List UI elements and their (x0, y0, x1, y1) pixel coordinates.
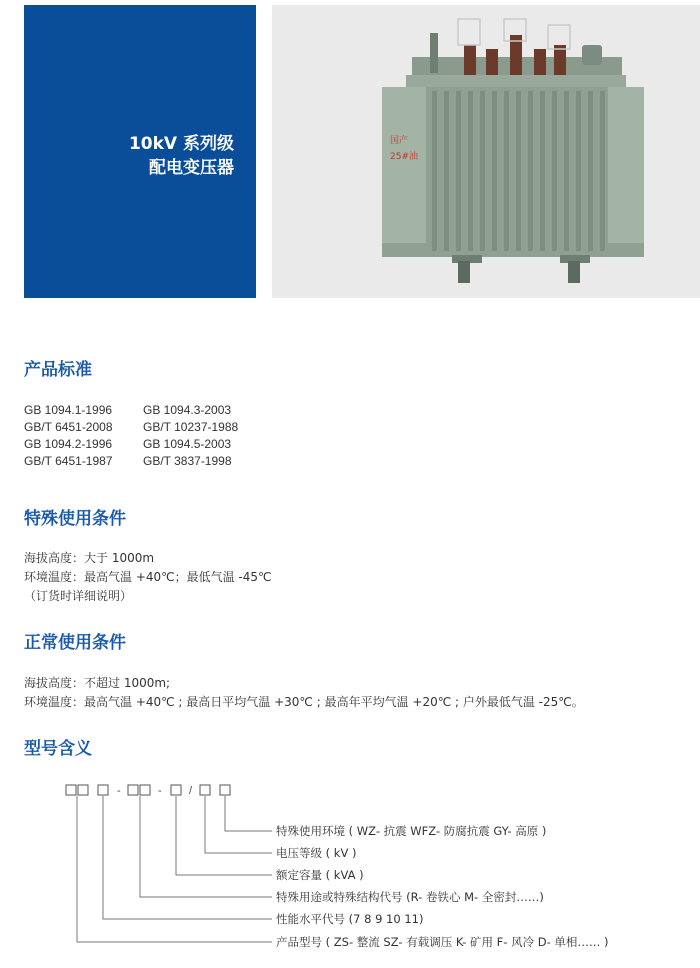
standard-code: GB/T 10237-1988 (143, 420, 239, 434)
standards-row (24, 453, 238, 470)
title-banner (24, 5, 256, 298)
standard-code: GB/T 6451-2008 (24, 420, 113, 434)
product-photo (272, 5, 700, 298)
standard-code: GB/T 3837-1998 (143, 454, 232, 468)
special-condition-line: （订货时详细说明） (24, 589, 133, 603)
normal-condition-line: 环境温度：最高气温 +40℃ ; 最高日平均气温 +30℃ ; 最高年平均气温 +20℃ ; 户外最低气温 -25℃。 (24, 695, 584, 709)
code-dash: - (117, 785, 121, 797)
code-slash: / (189, 785, 193, 797)
code-dash: - (158, 785, 162, 797)
standard-code: GB 1094.3-2003 (143, 403, 232, 417)
special-condition-line: 海拔高度：大于 1000m (24, 551, 155, 565)
standards-row (24, 402, 238, 419)
normal-condition-line: 海拔高度：不超过 1000m; (24, 676, 171, 690)
normal-conditions-heading: 正常使用条件 (24, 633, 126, 653)
model-meaning-heading: 型号含义 (24, 739, 92, 759)
banner-title-line1: 10kV 系列级 (128, 134, 234, 154)
normal-conditions-text (24, 674, 584, 712)
special-conditions-text (24, 549, 272, 606)
standard-code: GB 1094.5-2003 (143, 437, 232, 451)
tank-label-line2: 25#油 (390, 152, 418, 162)
legend-performance-level: 性能水平代号 (7 8 9 10 11) (276, 912, 424, 926)
standards-row (24, 436, 238, 453)
special-conditions-heading: 特殊使用条件 (24, 509, 126, 529)
standard-code: GB 1094.1-1996 (24, 403, 113, 417)
standard-code: GB/T 6451-1987 (24, 454, 113, 468)
legend-voltage-class: 电压等级 ( kV ) (276, 846, 357, 860)
banner-title (129, 132, 234, 180)
legend-special-structure: 特殊用途或特殊结构代号 (R- 卷铁心 M- 全密封……) (276, 890, 544, 904)
tank-label-line1: 国产 (390, 136, 409, 146)
legend-rated-capacity: 额定容量 ( kVA ) (276, 868, 364, 882)
transformer-image (272, 5, 700, 298)
standard-code: GB 1094.2-1996 (24, 437, 113, 451)
legend-special-environment: 特殊使用环境 ( WZ- 抗震 WFZ- 防腐抗震 GY- 高原 ) (276, 824, 547, 838)
banner-title-line2: 配电变压器 (149, 158, 234, 178)
standards-row (24, 419, 238, 436)
model-code-diagram (0, 770, 700, 968)
standards-heading: 产品标准 (24, 360, 92, 380)
legend-product-model: 产品型号 ( ZS- 整流 SZ- 有载调压 K- 矿用 F- 风冷 D- 单相…… ) (276, 935, 609, 949)
standards-list (24, 402, 238, 470)
special-condition-line: 环境温度：最高气温 +40℃；最低气温 -45℃ (24, 570, 272, 584)
